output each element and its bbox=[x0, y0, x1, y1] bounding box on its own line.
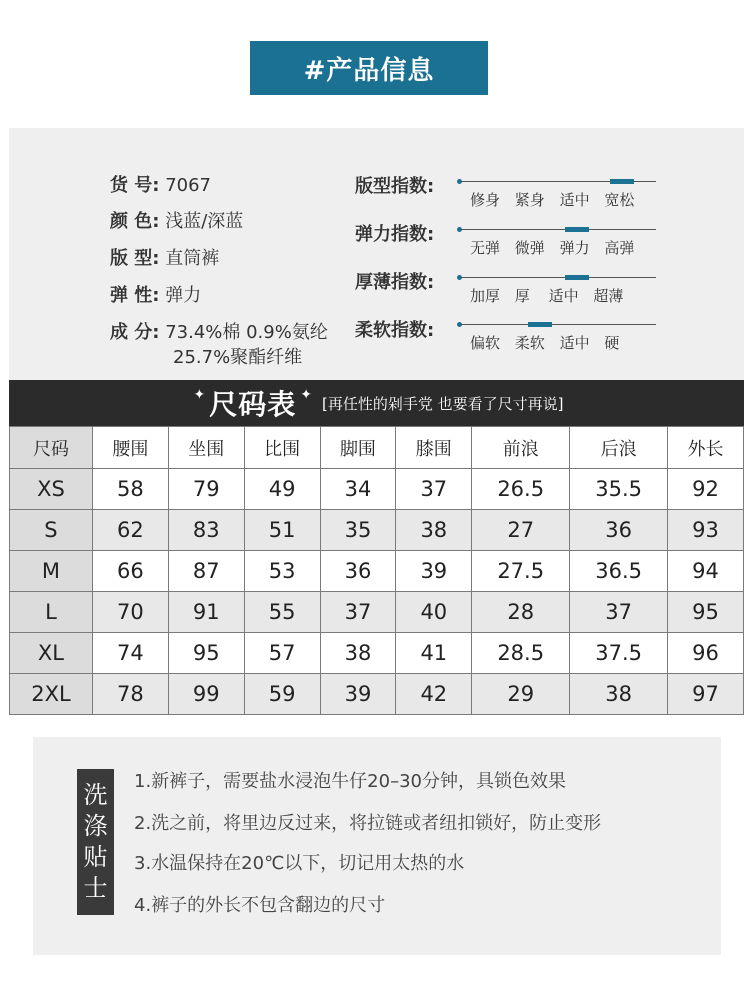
column-header: 脚围 bbox=[320, 427, 396, 469]
size-label-cell: 2XL bbox=[10, 674, 93, 715]
measurement-cell: 91 bbox=[168, 592, 244, 633]
column-header: 尺码 bbox=[10, 427, 93, 469]
size-chart-header bbox=[9, 380, 744, 426]
scale-option: 宽松 bbox=[604, 191, 635, 209]
measurement-cell: 70 bbox=[92, 592, 168, 633]
scale-marker-thickness bbox=[565, 275, 589, 280]
measurement-cell: 55 bbox=[244, 592, 320, 633]
care-tip: 2.洗之前，将里边反过来，将拉链或者纽扣锁好，防止变形 bbox=[134, 813, 602, 834]
column-header: 前浪 bbox=[472, 427, 570, 469]
spec-composition bbox=[110, 318, 328, 344]
measurement-cell: 38 bbox=[320, 633, 396, 674]
measurement-cell: 26.5 bbox=[472, 469, 570, 510]
care-tip: 3.水温保持在20℃以下，切记用太热的水 bbox=[134, 853, 465, 874]
scale-marker-fit bbox=[610, 179, 634, 184]
measurement-cell: 62 bbox=[92, 510, 168, 551]
scale-option: 弹力 bbox=[559, 239, 590, 257]
care-tip: 4.裤子的外长不包含翻边的尺寸 bbox=[134, 895, 386, 916]
measurement-cell: 95 bbox=[168, 633, 244, 674]
scale-marker-stretch bbox=[565, 227, 589, 232]
measurement-cell: 92 bbox=[668, 469, 744, 510]
index-label-thickness: 厚薄指数: bbox=[355, 272, 435, 293]
sparkle-icon: ✦ bbox=[300, 387, 312, 403]
size-table bbox=[9, 426, 744, 715]
spec-value: 弹力 bbox=[165, 285, 202, 306]
measurement-cell: 28 bbox=[472, 592, 570, 633]
sparkle-icon: ✦ bbox=[193, 387, 206, 403]
column-header: 外长 bbox=[668, 427, 744, 469]
measurement-cell: 99 bbox=[168, 674, 244, 715]
size-label-cell: M bbox=[10, 551, 93, 592]
scale-line-softness bbox=[460, 324, 656, 325]
measurement-cell: 27 bbox=[472, 510, 570, 551]
index-label-fit: 版型指数: bbox=[355, 176, 435, 197]
measurement-cell: 37 bbox=[320, 592, 396, 633]
measurement-cell: 35 bbox=[320, 510, 396, 551]
care-tag-char: 士 bbox=[83, 874, 108, 902]
spec-value: 7067 bbox=[165, 175, 212, 196]
care-tag-char: 涤 bbox=[83, 812, 108, 840]
scale-line-thickness bbox=[460, 277, 656, 278]
spec-elasticity bbox=[110, 281, 201, 307]
measurement-cell: 29 bbox=[472, 674, 570, 715]
scale-option: 超薄 bbox=[593, 287, 624, 305]
spec-fit bbox=[110, 244, 219, 270]
measurement-cell: 39 bbox=[396, 551, 472, 592]
measurement-cell: 94 bbox=[668, 551, 744, 592]
spec-key: 版 型: bbox=[110, 248, 160, 269]
measurement-cell: 78 bbox=[92, 674, 168, 715]
size-chart-subtitle: [再任性的剁手党 也要看了尺寸再说] bbox=[322, 394, 564, 413]
measurement-cell: 28.5 bbox=[472, 633, 570, 674]
measurement-cell: 34 bbox=[320, 469, 396, 510]
scale-marker-softness bbox=[528, 322, 552, 327]
measurement-cell: 36.5 bbox=[570, 551, 668, 592]
spec-item-number bbox=[110, 171, 211, 197]
size-label-cell: XS bbox=[10, 469, 93, 510]
measurement-cell: 95 bbox=[668, 592, 744, 633]
measurement-cell: 27.5 bbox=[472, 551, 570, 592]
scale-option: 紧身 bbox=[514, 191, 545, 209]
table-row bbox=[10, 510, 744, 551]
measurement-cell: 53 bbox=[244, 551, 320, 592]
spec-value: 直筒裤 bbox=[165, 248, 220, 269]
measurement-cell: 66 bbox=[92, 551, 168, 592]
table-header-row bbox=[10, 427, 744, 469]
scale-option: 修身 bbox=[470, 191, 501, 209]
section-banner-product-info: #产品信息 bbox=[250, 41, 488, 95]
care-tips-tag bbox=[77, 769, 114, 915]
spec-value: 浅蓝/深蓝 bbox=[165, 211, 244, 232]
measurement-cell: 79 bbox=[168, 469, 244, 510]
spec-key: 弹 性: bbox=[110, 285, 160, 306]
scale-option: 适中 bbox=[559, 334, 590, 352]
column-header: 比围 bbox=[244, 427, 320, 469]
spec-composition-line2: 25.7%聚酯纤维 bbox=[173, 347, 303, 368]
measurement-cell: 36 bbox=[570, 510, 668, 551]
measurement-cell: 74 bbox=[92, 633, 168, 674]
size-chart-title: 尺码表 bbox=[209, 388, 297, 421]
measurement-cell: 51 bbox=[244, 510, 320, 551]
measurement-cell: 40 bbox=[396, 592, 472, 633]
care-tag-char: 洗 bbox=[83, 781, 108, 809]
measurement-cell: 41 bbox=[396, 633, 472, 674]
measurement-cell: 35.5 bbox=[570, 469, 668, 510]
spec-key: 颜 色: bbox=[110, 211, 160, 232]
measurement-cell: 38 bbox=[396, 510, 472, 551]
measurement-cell: 97 bbox=[668, 674, 744, 715]
scale-option: 无弹 bbox=[470, 239, 501, 257]
measurement-cell: 59 bbox=[244, 674, 320, 715]
measurement-cell: 37.5 bbox=[570, 633, 668, 674]
column-header: 后浪 bbox=[570, 427, 668, 469]
scale-options-fit bbox=[470, 189, 644, 210]
column-header: 坐围 bbox=[168, 427, 244, 469]
table-row bbox=[10, 633, 744, 674]
spec-key: 成 分: bbox=[110, 322, 160, 343]
table-row bbox=[10, 674, 744, 715]
scale-option: 高弹 bbox=[604, 239, 635, 257]
scale-option: 适中 bbox=[548, 287, 579, 305]
scale-options-thickness bbox=[470, 285, 633, 306]
measurement-cell: 93 bbox=[668, 510, 744, 551]
measurement-cell: 57 bbox=[244, 633, 320, 674]
scale-option: 柔软 bbox=[514, 334, 545, 352]
index-label-softness: 柔软指数: bbox=[355, 320, 435, 341]
measurement-cell: 37 bbox=[396, 469, 472, 510]
table-row bbox=[10, 592, 744, 633]
table-row bbox=[10, 551, 744, 592]
measurement-cell: 39 bbox=[320, 674, 396, 715]
spec-key: 货 号: bbox=[110, 175, 160, 196]
measurement-cell: 49 bbox=[244, 469, 320, 510]
scale-option: 偏软 bbox=[470, 334, 501, 352]
size-label-cell: L bbox=[10, 592, 93, 633]
measurement-cell: 83 bbox=[168, 510, 244, 551]
column-header: 腰围 bbox=[92, 427, 168, 469]
size-label-cell: XL bbox=[10, 633, 93, 674]
measurement-cell: 38 bbox=[570, 674, 668, 715]
column-header: 膝围 bbox=[396, 427, 472, 469]
scale-line-stretch bbox=[460, 229, 656, 230]
measurement-cell: 87 bbox=[168, 551, 244, 592]
scale-option: 硬 bbox=[604, 334, 620, 352]
table-row bbox=[10, 469, 744, 510]
spec-color bbox=[110, 207, 243, 233]
index-label-stretch: 弹力指数: bbox=[355, 224, 435, 245]
measurement-cell: 58 bbox=[92, 469, 168, 510]
measurement-cell: 42 bbox=[396, 674, 472, 715]
measurement-cell: 96 bbox=[668, 633, 744, 674]
scale-options-softness bbox=[470, 332, 629, 353]
measurement-cell: 36 bbox=[320, 551, 396, 592]
scale-options-stretch bbox=[470, 237, 644, 258]
spec-value: 73.4%棉 0.9%氨纶 bbox=[165, 322, 328, 343]
scale-option: 适中 bbox=[559, 191, 590, 209]
care-tag-char: 贴 bbox=[83, 843, 108, 871]
care-tip: 1.新裤子，需要盐水浸泡牛仔20–30分钟，具锁色效果 bbox=[134, 771, 566, 792]
scale-option: 厚 bbox=[514, 287, 530, 305]
scale-option: 微弹 bbox=[514, 239, 545, 257]
scale-option: 加厚 bbox=[470, 287, 501, 305]
measurement-cell: 37 bbox=[570, 592, 668, 633]
size-label-cell: S bbox=[10, 510, 93, 551]
